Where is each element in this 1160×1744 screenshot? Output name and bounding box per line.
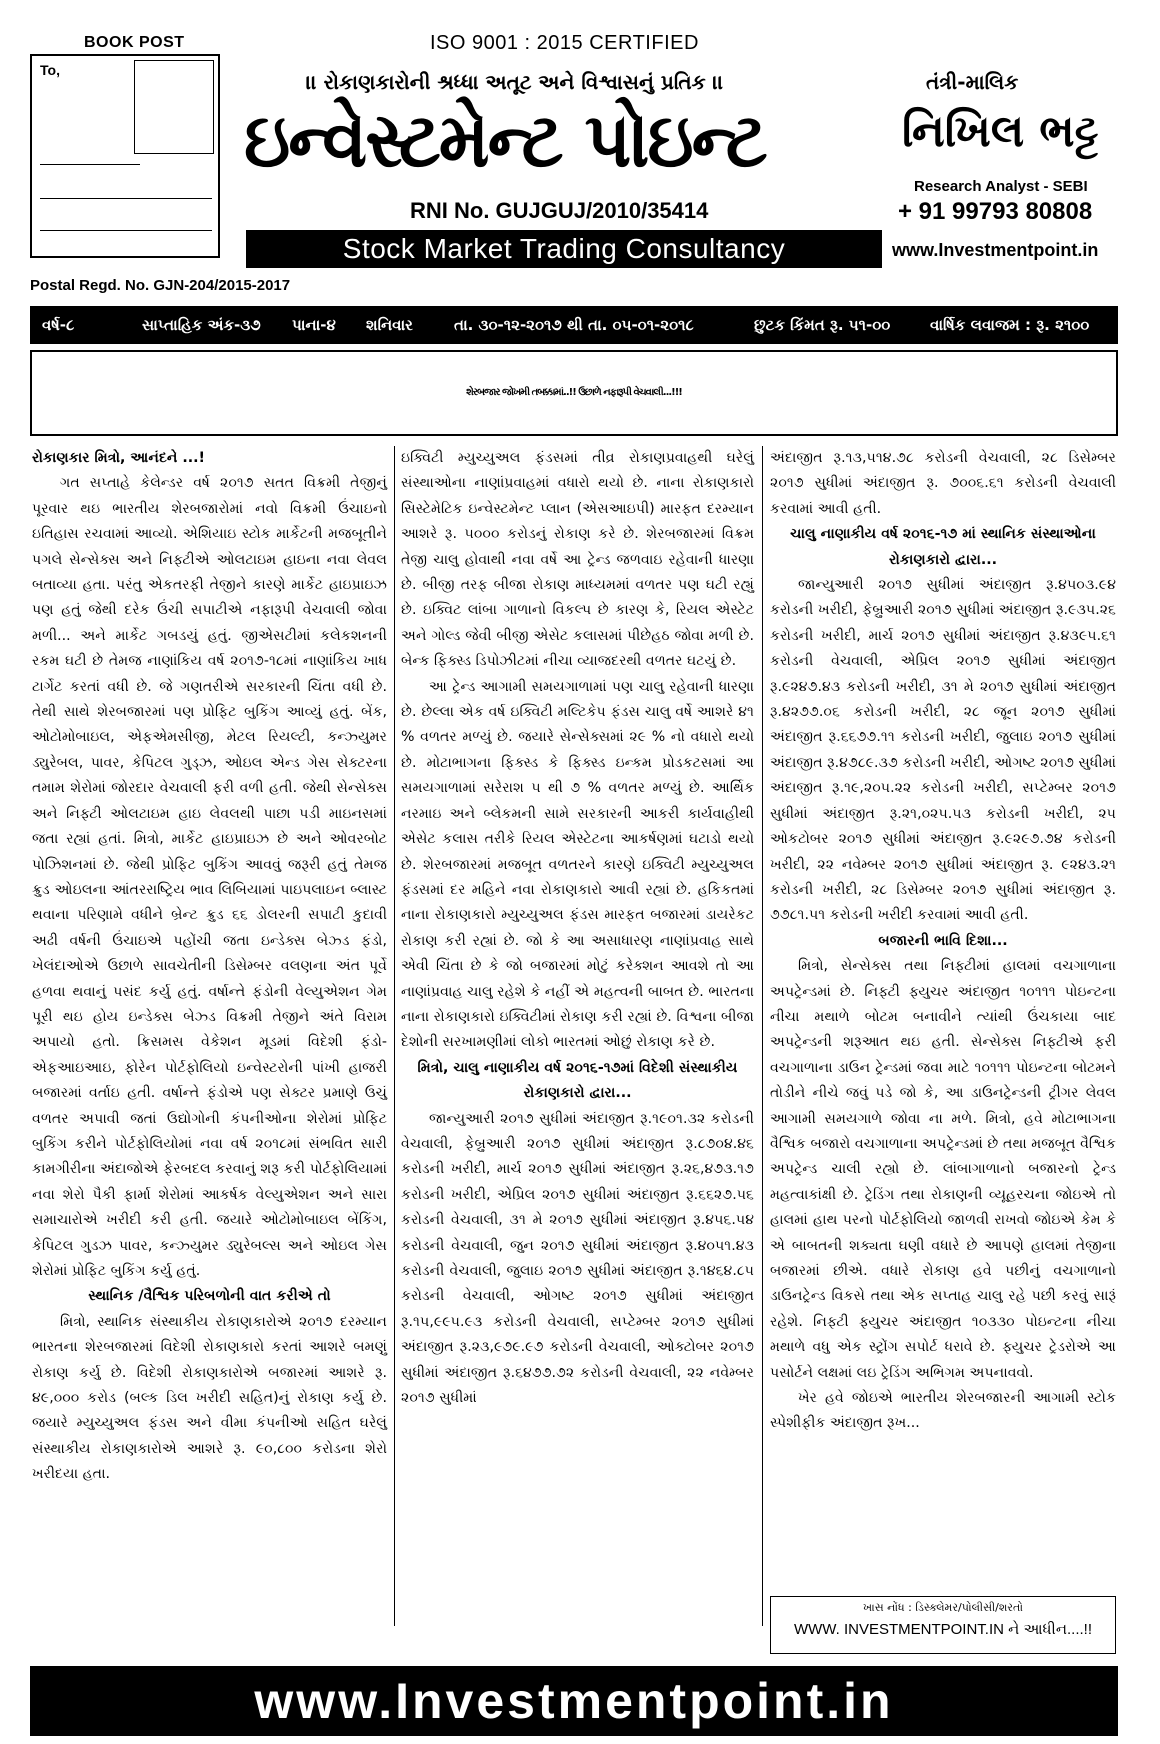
column-divider — [394, 446, 395, 1626]
website-link[interactable]: www.Investmentpoint.in — [892, 240, 1099, 260]
footer-website[interactable]: www.Investmentpoint.in — [254, 1673, 894, 1729]
issue-subscription: વાર્ષિક લવાજમ : રૂ. ૨૧૦૦ — [930, 316, 1090, 334]
article-paragraph: અંદાજીત રૂ.૧૩,૫૧૪.૭૮ કરોડની વેચવાલી, ૨૮ ડિસેમ્બર ૨૦૧૭ સુધીમાં અંદાજીત રૂ. ૭૦૦૬.૬૧ કરોડની વેચવાલી કરવામાં આવી હતી. — [770, 450, 1116, 517]
article-column-2 — [401, 446, 754, 1411]
disclaimer-note: ખાસ નોંધ : ડિસ્ક્લેમર/પોલીસી/શરતો — [862, 1601, 1024, 1614]
article-paragraph: ખેર હવે જોઇએ ભારતીય શેરબજારની આગામી સ્ટોક સ્પેશીફીક અંદાજીત રૂખ... — [770, 1390, 1116, 1432]
article-paragraph: ગત સપ્તાહે કેલેન્ડર વર્ષ ૨૦૧૭ સતત વિક્રમી તેજીનું પૂરવાર થઇ ભારતીય શેરબજારોમાં નવો વિક્રમી ઉંચાઇનો ઇતિહાસ રચવામાં આવ્યો. એશિયાઇ સ્ટોક માર્કેટની મજબૂતીને પગલે સેન્સેક્સ અને નિફ્ટીએ ઓલટાઇમ હાઇના નવા લેવલ બતાવ્યા હતા. પરંતુ એકતરફી તેજીને કારણે માર્કેટ હાઇપ્રાઇઝ પણ હતું જેથી દરેક ઉંચી સપાટીએ નફારૂપી વેચવાલી જોવા મળી... અને માર્કેટ ગબડયું હતું. જીએસટીમાં કલેકશનની રકમ ઘટી છે તેમજ નાણાંકિય વર્ષ ૨૦૧૭-૧૮માં નાણાંકિય ખાધ ટાર્ગેટ કરતાં વધી છે. જે ગણતરીએ સરકારની ચિંતા વધી છે. તેથી સાથે શેરબજારમાં પણ પ્રોફિટ બુકિંગ આવ્યું હતું. બેંક, ઓટોમોબાઇલ, એફએમસીજી, મેટલ રિયલ્ટી, કન્ઝ્યુમર ડ્યુરેબલ, પાવર, કેપિટલ ગુડ્ઝ, ઓઇલ એન્ડ ગેસ સેક્ટરના તમામ શેરોમાં જોરદાર વેચવાલી ફરી વળી હતી. જેથી સેન્સેક્સ અને નિફ્ટી ઓલટાઇમ હાઇ લેવલથી પાછા પડી માઇનસમાં જતા રહ્યાં હતાં. મિત્રો, માર્કેટ હાઇપ્રાઇઝ છે અને ઓવરબોટ પોઝિશનમાં છે. જેથી પ્રોફિટ બુકિંગ આવવું જરૂરી હતું તેમજ ક્રુડ ઓઇલના આંતરરાષ્ટ્રિય ભાવ લિબિયામાં પાઇપલાઇન બ્લાસ્ટ થવાના પરિણામે વધીને બ્રેન્ટ ક્રુડ ૬૬ ડોલરની સપાટી કુદાવી અઢી વર્ષની ઉંચાઇએ પહોંચી જતા ઇન્ડેક્સ બેઝ્ડ ફંડો, ખેલંદાઓએ ઉછાળે સાવચેતીની ડિસેમ્બર વલણના અંત પૂર્વે હળવા થવાનું પસંદ કર્યુ હતું. વર્ષાન્તે ફંડોની વેલ્યુએશન ગેમ પૂરી થઇ હોય ઇન્ડેક્સ બેઝ્ડ વિક્રમી તેજીને અંતે વિરામ અપાયો હતો. ક્રિસમસ વેકેશન મૂડમાં વિદેશી ફંડો-એફઆઇઆઇ, ફોરેન પોર્ટફોલિયો ઇન્વેસ્ટરોની પાંખી હાજરી બજારમાં વર્તાઇ હતી. વર્ષાન્તે ફંડોએ પણ સેક્ટર પ્રમાણે ઉચું વળતર અપાવી જતાં ઉદ્યોગોની કંપનીઓના શેરોમાં પ્રોફિટ બુકિંગ કરીને પોર્ટફોલિયોમાં નવા વર્ષ ૨૦૧૮માં સંભવિત સારી કામગીરીના અંદાજોએ ફેરબદલ કરવાનું શરૂ કરી પોર્ટફોલિયામાં નવા શેરો પૈકી ફાર્મા શેરોમાં આકર્ષક વેલ્યુએશન અને સારા સમાચારોએ ખરીદી કરી હતી. જયારે ઓટોમોબાઇલ બેંકિંગ, કેપિટલ ગુડઝ પાવર, કન્ઝ્યુમર ડ્યુરેબલ્સ અને ઓઇલ ગેસ શેરોમાં પ્રોફિટ બુકિંગ કર્યુ હતું. — [32, 475, 387, 1279]
postal-registration: Postal Regd. No. GJN-204/2015-2017 — [30, 277, 291, 294]
issue-day: શનિવાર — [366, 316, 413, 334]
issue-pages: પાના-૪ — [292, 316, 336, 334]
greeting-heading: રોકાણકાર મિત્રો, આનંદને ...! — [32, 450, 206, 466]
analyst-credential: Research Analyst - SEBI — [914, 178, 1088, 195]
issue-number: સાપ્તાહિક અંક-૩૭ — [142, 316, 261, 334]
article-paragraph: જાન્યુઆરી ૨૦૧૭ સુધીમાં અંદાજીત રૂ.૧૯૦૧.૩૨ કરોડની વેચવાલી, ફેબ્રુઆરી ૨૦૧૭ સુધીમાં અંદાજીત રૂ.૮૭૦૪.૪૬ કરોડની ખરીદી, માર્ચ ૨૦૧૭ સુધીમાં અંદાજીત રૂ.૨૬,૪૭૩.૧૭ કરોડની ખરીદી, એપ્રિલ ૨૦૧૭ સુધીમાં અંદાજીત રૂ.૬૬૨૭.૫૬ કરોડની વેચવાલી, ૩૧ મે ૨૦૧૭ સુધીમાં અંદાજીત રૂ.૪૫૬.૫૪ કરોડની વેચવાલી, જુન ૨૦૧૭ સુધીમાં અંદાજીત રૂ.૪૦૫૧.૪૩ કરોડની વેચવાલી, જુલાઇ ૨૦૧૭ સુધીમાં અંદાજીત રૂ.૧૪૬૪.૮૫ કરોડની વેચવાલી, ઓગષ્ટ ૨૦૧૭ સુધીમાં અંદાજીત રૂ.૧૫,૯૯૫.૯૩ કરોડની વેચવાલી, સપ્ટેમ્બર ૨૦૧૭ સુધીમાં અંદાજીત રૂ.૨૩,૯૭૯.૯૭ કરોડની વેચવાલી, ઓક્ટોબર ૨૦૧૭ સુધીમાં અંદાજીત રૂ.૬૪૭૭.૭૨ કરોડની વેચવાલી, ૨૨ નવેમ્બર ૨૦૧૭ સુધીમાં — [401, 1110, 754, 1407]
book-post-label: BOOK POST — [84, 34, 185, 51]
masthead-title: ઇન્વેસ્ટમેન્ટ પોઇન્ટ — [244, 95, 766, 185]
disclaimer-site: WWW. INVESTMENTPOINT.IN ને આધીન....!! — [793, 1621, 1093, 1638]
address-line — [40, 198, 212, 199]
article-paragraph: મિત્રો, સ્થાનિક સંસ્થાકીય રોકાણકારોએ ૨૦૧૭ દરમ્યાન ભારતના શેરબજારમાં વિદેશી રોકાણકારો કરતાં આશરે બમણું રોકાણ કર્યુ છે. વિદેશી રોકાણકારોએ બજારમાં આશરે રૂ. ૪૯,૦૦૦ કરોડ (બલ્ક ડિલ ખરીદી સહિત)નું રોકાણ કર્યુ છે. જયારે મ્યુચ્યુઅલ ફંડસ અને વીમા કંપનીઓ સહિત ઘરેલું સંસ્થાકીય રોકાણકારોએ આશરે રૂ. ૯૦,૮૦૦ કરોડના શેરો ખરીદયા હતા. — [32, 1313, 387, 1483]
section-subhead: ચાલુ નાણાકીય વર્ષ ૨૦૧૬-૧૭ માં સ્થાનિક સંસ્થાઓના રોકાણકારો દ્વારા... — [790, 526, 1096, 568]
article-column-3 — [770, 446, 1116, 1437]
headline-box — [30, 350, 1118, 436]
tagline: ।। રોકાણકારોની શ્રધ્ધા અતૂટ અને વિશ્વાસનું પ્રતિક ।। — [306, 70, 724, 94]
issue-info-bar — [30, 306, 1118, 344]
iso-certification: ISO 9001 : 2015 CERTIFIED — [430, 32, 699, 54]
column-divider — [762, 446, 763, 1626]
disclaimer-box — [770, 1596, 1116, 1654]
issue-price: છુટક કિંમત રૂ. ૫૧-૦૦ — [754, 316, 891, 334]
phone-number: + 91 99793 80808 — [898, 198, 1093, 225]
article-paragraph: ઇક્વિટી મ્યુચ્યુઅલ ફંડસમાં તીવ્ર રોકાણપ્રવાહથી ઘરેલું સંસ્થાઓના નાણાંપ્રવાહમાં વધારો થયો છે. નાના રોકાણકારો સિસ્ટેમેટિક ઇન્વેસ્ટમેન્ટ પ્લાન (એસઆઇપી) મારફત દરમ્યાન આશરે રૂ. ૫૦૦૦ કરોડનું રોકાણ કરે છે. શેરબજારમાં વિક્રમ તેજી ચાલુ હોવાથી નવા વર્ષે આ ટ્રેન્ડ જળવાઇ રહેવાની ધારણા છે. બીજી તરફ બીજા રોકાણ માધ્યમમાં વળતર પણ ઘટી રહ્યું છે. ઇક્વિટ લાંબા ગાળાનો વિકલ્પ છે કારણ કે, રિયલ એસ્ટેટ અને ગોલ્ડ જેવી બીજી એસેટ કલાસમાં પીછેહઠ જોવા મળી છે. બેન્ક ફિક્સ્ડ ડિપોઝીટમાં નીચા વ્યાજદરથી વળતર ઘટયું છે. — [401, 450, 754, 670]
rni-number: RNI No. GUJGUJ/2010/35414 — [410, 198, 709, 223]
issue-year: વર્ષ-૮ — [42, 316, 75, 334]
address-to-label: To, — [40, 62, 60, 78]
article-column-1 — [32, 446, 387, 1488]
article-paragraph: મિત્રો, સેન્સેક્સ તથા નિફ્ટીમાં હાલમાં વચગાળાના અપટ્રેન્ડમાં છે. નિફ્ટી ફ્યુચર અંદાજીત ૧૦૧૧૧ પોઇન્ટના નીચા મથાળે બોટમ બનાવીને ત્યાંથી ઉંચકાયા બાદ અપટ્રેન્ડની શરૂઆત થઇ હતી. સેન્સેક્સ નિફ્ટીએ ફરી વચગાળાના ડાઉન ટ્રેન્ડમાં જવા માટે ૧૦૧૧૧ પોઇન્ટના બોટમને તોડીને નીચે જવું પડે જો કે, આ ડાઉનટ્રેન્ડની ટ્રીગર લેવલ આગામી સમયગાળે જોવા ના મળે. મિત્રો, હવે મોટાભાગના વૈશ્વિક બજારો વચગાળાના અપટ્રેન્ડમાં છે તથા મજબૂત વૈશ્વિક અપટ્રેન્ડ ચાલી રહ્યો છે. લાંબાગાળાનો બજારનો ટ્રેન્ડ મહત્વાકાંક્ષી છે. ટ્રેડિંગ તથા રોકાણની વ્યૂહરચના જોઇએ તો હાલમાં હાથ પરનો પોર્ટફોલિયો જાળવી રાખવો જોઇએ કેમ કે એ બાબતની શક્યતા ઘણી વધારે છે આપણે હાલમાં તેજીના બજારમાં છીએ. વધારે રોકાણ હવે પછીનું વચગાળાનો ડાઉનટ્રેન્ડ વિકસે તથા એક સપ્તાહ ચાલુ રહે પછી કરવું સારૂં રહેશે. નિફ્ટી ફ્યુચર અંદાજીત ૧૦૩૩૦ પોઇન્ટના નીચા મથાળે વધુ એક સ્ટ્રોંગ સપોર્ટ ધરાવે છે. ફ્યુચર ટ્રેડરોએ આ પસોર્ટને લક્ષમાં લઇ ટ્રેડિંગ અભિગમ અપનાવવો. — [770, 958, 1116, 1381]
address-line — [40, 164, 140, 165]
footer-banner — [30, 1666, 1118, 1736]
banner-text: Stock Market Trading Consultancy — [342, 233, 786, 264]
main-headline: શેરબજાર જોખમી તબક્કામાં..!! ઉછાળે નફારૂપી વેચવાલી...!!! — [466, 387, 682, 398]
article-paragraph: જાન્યુઆરી ૨૦૧૭ સુધીમાં અંદાજીત રૂ.૪૫૦૩.૯૪ કરોડની ખરીદી, ફેબ્રુઆરી ૨૦૧૭ સુધીમાં અંદાજીત રૂ.૯૩૫.૨૬ કરોડની ખરીદી, માર્ચ ૨૦૧૭ સુધીમાં અંદાજીત રૂ.૪૩૯૫.૬૧ કરોડની વેચવાલી, એપ્રિલ ૨૦૧૭ સુધીમાં અંદાજીત રૂ.૯૨૪૭.૪૩ કરોડની ખરીદી, ૩૧ મે ૨૦૧૭ સુધીમાં અંદાજીત રૂ.૪૨૭૭.૦૬ કરોડની ખરીદી, ૨૮ જૂન ૨૦૧૭ સુધીમાં અંદાજીત રૂ.૬૬૭૭.૧૧ કરોડની ખરીદી, જુલાઇ ૨૦૧૭ સુધીમાં અંદાજીત રૂ.૪૭૮૯.૩૭ કરોડની ખરીદી, ઓગષ્ટ ૨૦૧૭ સુધીમાં અંદાજીત રૂ.૧૯,૨૦૫.૨૨ કરોડની ખરીદી, સપ્ટેમ્બર ૨૦૧૭ સુધીમાં અંદાજીત રૂ.૨૧,૦૨૫.૫૩ કરોડની ખરીદી, ૨૫ ઓકટોબર ૨૦૧૭ સુધીમાં અંદાજીત રૂ.૯૨૯૭.૭૪ કરોડની ખરીદી, ૨૨ નવેમ્બર ૨૦૧૭ સુધીમાં અંદાજીત રૂ. ૯૨૪૩.૨૧ કરોડની ખરીદી, ૨૮ ડિસેમ્બર ૨૦૧૭ સુધીમાં અંદાજીત રૂ. ૭૭૮૧.૫૧ કરોડની ખરીદી કરવામાં આવી હતી. — [770, 577, 1116, 924]
article-paragraph: આ ટ્રેન્ડ આગામી સમયગાળામાં પણ ચાલુ રહેવાની ધારણા છે. છેલ્લા એક વર્ષ ઇક્વિટી મલ્ટિકેપ ફંડસ ચાલુ વર્ષે આશરે ૪૧ % વળતર મળ્યું છે. જયારે સેન્સેક્સમાં ૨૯ % નો વધારો થયો છે. મોટાભાગના ફિક્સ્ડ કે ફિક્સ્ડ ઇન્કમ પ્રોડકટસમાં આ સમયગાળામાં સરેરાશ ૫ થી ૭ % વળતર મળ્યું છે. આર્થિક નરમાઇ અને બ્લેકમની સામે સરકારની આકરી કાર્યવાહીથી એસેટ કલાસ તરીકે રિયલ એસ્ટેટના આકર્ષણમાં ઘટાડો થયો છે. શેરબજારમાં મજબૂત વળતરને કારણે ઇક્વિટી મ્યુચ્યુઅલ ફંડસમાં દર મહિને નવા રોકાણકારો આવી રહ્યાં છે. હકિકતમાં નાના રોકાણકારો મ્યુચ્યુઅલ ફંડસ મારફત બજારમાં ડાયરેકટ રોકાણ કરી રહ્યાં છે. જો કે આ અસાધારણ નાણાંપ્રવાહ સાથે એવી ચિંતા છે કે જો બજારમાં મોટું કરેક્શન આવશે તો આ નાણાંપ્રવાહ ચાલુ રહેશે કે નહીં એ મહત્વની બાબત છે. ભારતના નાના રોકાણકારો ઇક્વિટીમાં રોકાણ કરી રહ્યાં છે. વિશ્વના બીજા દેશોની સરખામણીમાં લોકો ભારતમાં ઓછું રોકાણ કરે છે. — [401, 678, 754, 1051]
editor-role: તંત્રી-માલિક — [926, 70, 1019, 94]
issue-dates: તા. ૩૦-૧૨-૨૦૧૭ થી તા. ૦૫-૦૧-૨૦૧૮ — [454, 316, 694, 334]
address-line — [40, 230, 212, 231]
editor-name: નિખિલ ભટ્ટ — [902, 106, 1099, 157]
address-box — [30, 54, 220, 258]
consultancy-banner — [246, 230, 882, 268]
section-subhead: મિત્રો, ચાલુ નાણાકીય વર્ષ ૨૦૧૬-૧૭માં વિદેશી સંસ્થાકીય રોકાણકારો દ્વારા... — [417, 1059, 738, 1102]
stamp-box — [134, 60, 214, 154]
section-subhead: સ્થાનિક /વૈશ્વિક પરિબળોની વાત કરીએ તો — [88, 1288, 331, 1305]
section-subhead: બજારની ભાવિ દિશા... — [878, 932, 1008, 949]
